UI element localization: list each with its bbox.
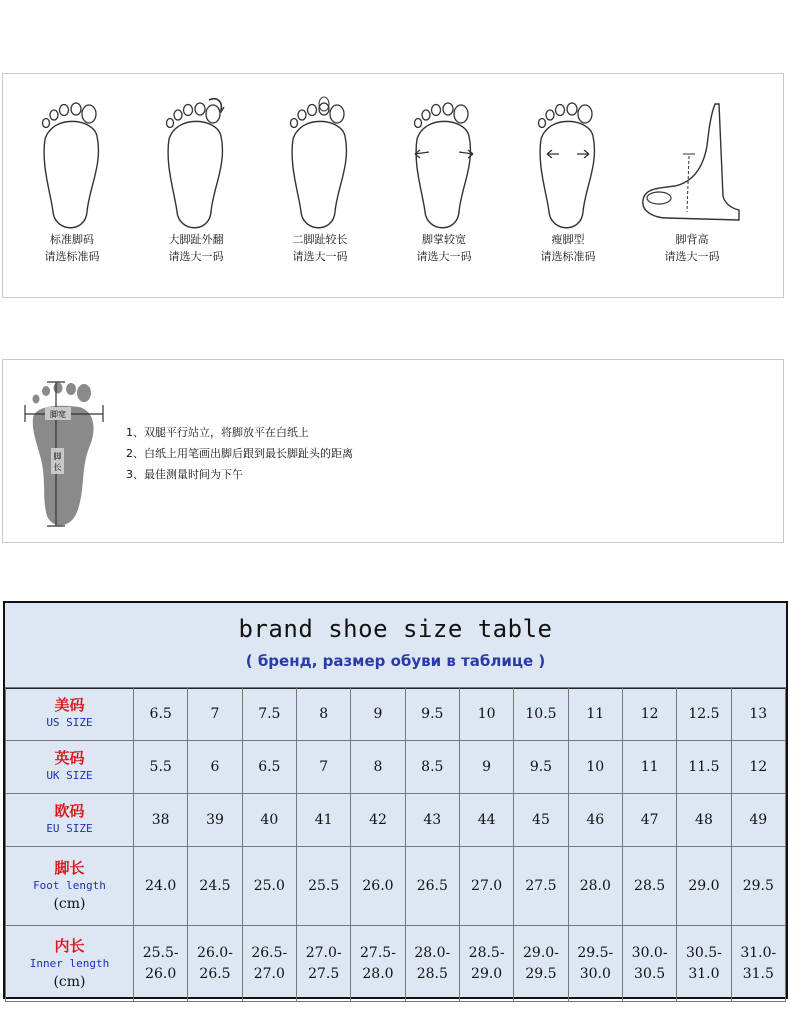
size-cell: 39 xyxy=(188,794,242,847)
row-label xyxy=(6,926,134,1002)
row-label-en: UK SIZE xyxy=(46,769,93,782)
range-part: 31.5 xyxy=(742,965,774,982)
foot-type-name: 脚掌较宽 xyxy=(422,233,466,246)
foot-length-label-top: 脚 xyxy=(53,452,62,461)
range-part: 31.0 xyxy=(688,965,720,982)
size-cell: 49 xyxy=(731,794,785,847)
table-row xyxy=(6,847,786,926)
row-label-en: US SIZE xyxy=(46,716,93,729)
size-cell: 7 xyxy=(296,741,350,794)
range-part: 29.5- xyxy=(577,944,614,961)
range-part: 26.5- xyxy=(251,944,288,961)
foot-type-advice: 请选大一码 xyxy=(416,250,472,263)
foot-type-item xyxy=(7,74,137,299)
size-cell: 24.0 xyxy=(134,847,188,926)
table-row xyxy=(6,741,786,794)
measure-step: 3、最佳测量时间为下午 xyxy=(126,468,243,481)
size-cell: 45 xyxy=(514,794,568,847)
size-table-title: brand shoe size table xyxy=(238,615,553,643)
size-cell: 38 xyxy=(134,794,188,847)
range-part: 27.0 xyxy=(253,965,285,982)
size-cell: 10 xyxy=(568,741,622,794)
size-cell: 12 xyxy=(622,688,676,741)
row-label xyxy=(6,741,134,794)
size-cell: 8 xyxy=(296,688,350,741)
foot-type-caption xyxy=(503,231,633,265)
measure-step: 1、双腿平行站立，将脚放平在白纸上 xyxy=(126,426,309,439)
range-part: 30.5- xyxy=(685,944,722,961)
range-part: 26.0 xyxy=(145,965,177,982)
size-cell: 28.5 xyxy=(622,847,676,926)
size-cell: 25.0 xyxy=(242,847,296,926)
row-label-cn: 内长 xyxy=(54,936,85,955)
size-cell: 41 xyxy=(296,794,350,847)
foot-type-advice: 请选标准码 xyxy=(540,250,596,263)
size-cell: 29.0 xyxy=(677,847,731,926)
size-grid xyxy=(5,687,786,1002)
size-cell: 26.0 xyxy=(351,847,405,926)
range-part: 29.5 xyxy=(525,965,557,982)
size-range-cell xyxy=(731,926,785,1002)
row-label xyxy=(6,847,134,926)
size-cell: 6.5 xyxy=(242,741,296,794)
row-label-unit: (cm) xyxy=(53,973,86,990)
size-cell: 5.5 xyxy=(134,741,188,794)
range-part: 25.5- xyxy=(142,944,179,961)
range-part: 27.5- xyxy=(360,944,396,961)
foot-type-item xyxy=(627,74,757,299)
foot-measure-icon xyxy=(13,360,113,544)
foot-type-name: 瘦脚型 xyxy=(551,233,585,246)
size-cell: 10.5 xyxy=(514,688,568,741)
foot-type-name: 大脚趾外翻 xyxy=(168,233,224,246)
measure-step: 2、白纸上用笔画出脚后跟到最长脚趾头的距离 xyxy=(126,447,353,460)
size-range-cell xyxy=(622,926,676,1002)
size-cell: 26.5 xyxy=(405,847,459,926)
size-cell: 25.5 xyxy=(296,847,350,926)
size-cell: 47 xyxy=(622,794,676,847)
row-label xyxy=(6,794,134,847)
foot-type-item xyxy=(255,74,385,299)
range-part: 26.5 xyxy=(199,965,231,982)
foot-type-item xyxy=(131,74,261,299)
size-cell: 6.5 xyxy=(134,688,188,741)
size-cell: 28.0 xyxy=(568,847,622,926)
measure-steps xyxy=(126,422,353,485)
size-cell: 11 xyxy=(568,688,622,741)
size-cell: 9.5 xyxy=(405,688,459,741)
range-part: 28.5- xyxy=(468,944,505,961)
range-part: 27.5 xyxy=(308,965,340,982)
size-cell: 10 xyxy=(459,688,513,741)
size-cell: 7 xyxy=(188,688,242,741)
table-row xyxy=(6,926,786,1002)
range-part: 30.5 xyxy=(634,965,666,982)
row-label-cn: 美码 xyxy=(54,696,85,714)
foot-type-advice: 请选大一码 xyxy=(664,250,720,263)
foot-type-caption xyxy=(255,231,385,265)
range-part: 28.0 xyxy=(362,965,394,982)
foot-type-advice: 请选标准码 xyxy=(44,250,100,263)
row-label-cn: 欧码 xyxy=(54,802,85,820)
size-table xyxy=(3,601,788,999)
foot-type-caption xyxy=(131,231,261,265)
size-cell: 27.5 xyxy=(514,847,568,926)
foot-type-advice: 请选大一码 xyxy=(168,250,224,263)
foot-type-caption xyxy=(627,231,757,265)
foot-type-name: 标准脚码 xyxy=(50,233,94,246)
range-part: 31.0- xyxy=(740,944,777,961)
size-cell: 24.5 xyxy=(188,847,242,926)
row-label-en: Inner length xyxy=(29,956,110,970)
size-cell: 8.5 xyxy=(405,741,459,794)
size-table-header xyxy=(5,603,786,689)
range-part: 30.0- xyxy=(631,944,668,961)
measurement-guide xyxy=(2,359,784,543)
size-range-cell xyxy=(188,926,242,1002)
range-part: 26.0- xyxy=(197,944,233,961)
foot-type-name: 二脚趾较长 xyxy=(292,233,348,246)
size-range-cell xyxy=(296,926,350,1002)
size-range-cell xyxy=(351,926,405,1002)
foot-width-label: 脚宽 xyxy=(50,410,66,419)
row-label-en: EU SIZE xyxy=(46,822,93,835)
size-table-subtitle: ( бренд, размер обуви в таблице ) xyxy=(245,652,546,670)
range-part: 30.0 xyxy=(579,965,611,982)
row-label-unit: (cm) xyxy=(53,896,86,912)
size-cell: 6 xyxy=(188,741,242,794)
foot-type-item xyxy=(503,74,633,299)
range-part: 28.5 xyxy=(416,965,448,982)
foot-type-caption xyxy=(379,231,509,265)
table-row xyxy=(6,794,786,847)
foot-type-advice: 请选大一码 xyxy=(292,250,348,263)
range-part: 27.0- xyxy=(305,944,342,961)
size-range-cell xyxy=(405,926,459,1002)
size-range-cell xyxy=(514,926,568,1002)
table-row xyxy=(6,688,786,741)
size-cell: 9 xyxy=(459,741,513,794)
foot-length-label-bottom: 长 xyxy=(53,463,62,472)
size-cell: 11.5 xyxy=(677,741,731,794)
size-cell: 12.5 xyxy=(677,688,731,741)
foot-type-name: 脚背高 xyxy=(675,233,709,246)
row-label xyxy=(6,688,134,741)
size-cell: 27.0 xyxy=(459,847,513,926)
size-cell: 9 xyxy=(351,688,405,741)
range-part: 29.0- xyxy=(523,944,559,961)
size-cell: 12 xyxy=(731,741,785,794)
size-range-cell xyxy=(242,926,296,1002)
size-range-cell xyxy=(459,926,513,1002)
size-range-cell xyxy=(568,926,622,1002)
foot-type-guide xyxy=(2,73,784,298)
size-cell: 44 xyxy=(459,794,513,847)
size-cell: 13 xyxy=(731,688,785,741)
size-range-cell xyxy=(677,926,731,1002)
foot-type-item xyxy=(379,74,509,299)
size-cell: 29.5 xyxy=(731,847,785,926)
foot-type-caption xyxy=(7,231,137,265)
row-label-en: Foot length xyxy=(33,879,106,892)
row-label-cn: 脚长 xyxy=(54,859,85,877)
size-cell: 40 xyxy=(242,794,296,847)
size-cell: 48 xyxy=(677,794,731,847)
size-cell: 8 xyxy=(351,741,405,794)
range-part: 29.0 xyxy=(471,965,503,982)
size-cell: 11 xyxy=(622,741,676,794)
size-cell: 42 xyxy=(351,794,405,847)
row-label-cn: 英码 xyxy=(54,749,85,767)
size-range-cell xyxy=(134,926,188,1002)
size-cell: 43 xyxy=(405,794,459,847)
size-cell: 46 xyxy=(568,794,622,847)
size-cell: 9.5 xyxy=(514,741,568,794)
range-part: 28.0- xyxy=(414,944,451,961)
size-cell: 7.5 xyxy=(242,688,296,741)
